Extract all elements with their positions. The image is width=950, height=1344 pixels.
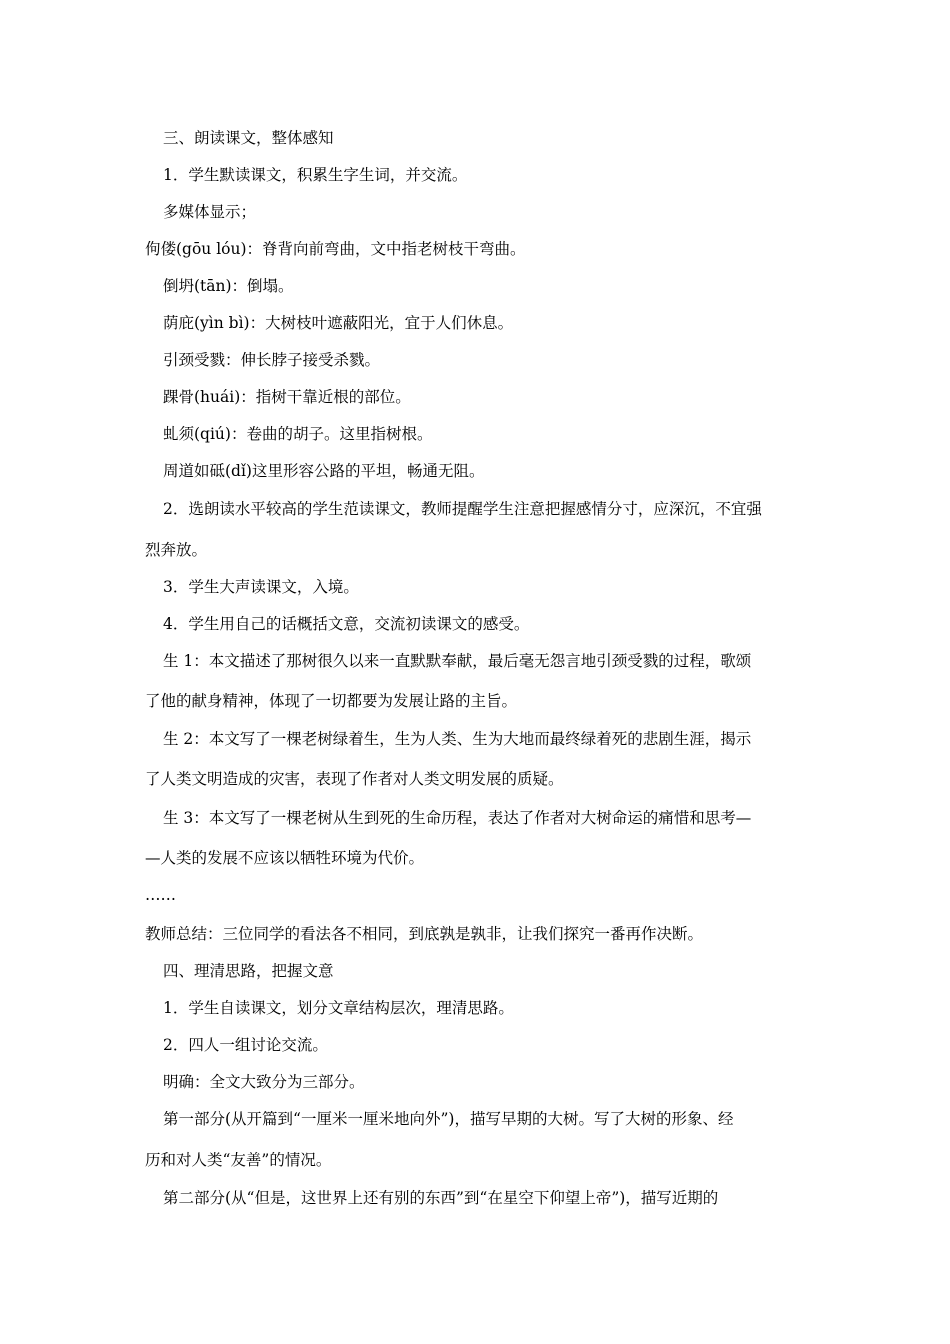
- paragraph: 了他的献身精神，体现了一切都要为发展让路的主旨。: [145, 692, 518, 710]
- paragraph: 3．学生大声读课文，入境。: [163, 578, 359, 596]
- paragraph: 第二部分(从“但是，这世界上还有别的东西”到“在星空下仰望上帝”)，描写近期的: [163, 1189, 719, 1207]
- paragraph: 历和对人类“友善”的情况。: [145, 1151, 332, 1169]
- paragraph: 1．学生自读课文，划分文章结构层次，理清思路。: [163, 999, 514, 1017]
- paragraph: 烈奔放。: [145, 541, 208, 559]
- paragraph: 1．学生默读课文，积累生字生词，并交流。: [163, 166, 468, 184]
- vocab-item: 引颈受戮：伸长脖子接受杀戮。: [163, 351, 381, 369]
- vocab-item: 荫庇(yìn bì)：大树枝叶遮蔽阳光，宜于人们休息。: [163, 314, 514, 332]
- paragraph: 多媒体显示；: [163, 203, 257, 221]
- paragraph: —人类的发展不应该以牺牲环境为代价。: [145, 849, 425, 867]
- section-heading: 三、朗读课文，整体感知: [163, 129, 334, 147]
- paragraph: 生 1：本文描述了那树很久以来一直默默奉献，最后毫无怨言地引颈受戮的过程，歌颂: [163, 652, 752, 670]
- section-heading: 四、理清思路，把握文意: [163, 962, 334, 980]
- paragraph: 明确：全文大致分为三部分。: [163, 1073, 365, 1091]
- ellipsis: ……: [145, 886, 176, 904]
- paragraph: 第一部分(从开篇到“一厘米一厘米地向外”)，描写早期的大树。写了大树的形象、经: [163, 1110, 734, 1128]
- paragraph: 2．四人一组讨论交流。: [163, 1036, 328, 1054]
- vocab-item: 倒坍(tān)：倒塌。: [163, 277, 294, 295]
- vocab-item: 周道如砥(dǐ)这里形容公路的平坦，畅通无阻。: [163, 462, 485, 480]
- vocab-item: 虬须(qiú)：卷曲的胡子。这里指树根。: [163, 425, 433, 443]
- paragraph: 2．选朗读水平较高的学生范读课文，教师提醒学生注意把握感情分寸，应深沉，不宜强: [163, 500, 762, 518]
- paragraph: 了人类文明造成的灾害，表现了作者对人类文明发展的质疑。: [145, 770, 564, 788]
- vocab-item: 佝偻(gōu lóu)：脊背向前弯曲，文中指老树枝干弯曲。: [145, 240, 526, 258]
- paragraph: 4．学生用自己的话概括文意，交流初读课文的感受。: [163, 615, 530, 633]
- paragraph: 生 2：本文写了一棵老树绿着生，生为人类、生为大地而最终绿着死的悲剧生涯，揭示: [163, 730, 752, 748]
- vocab-item: 踝骨(huái)：指树干靠近根的部位。: [163, 388, 411, 406]
- paragraph: 生 3：本文写了一棵老树从生到死的生命历程，表达了作者对大树命运的痛惜和思考—: [163, 809, 752, 827]
- paragraph: 教师总结：三位同学的看法各不相同，到底孰是孰非，让我们探究一番再作决断。: [145, 925, 704, 943]
